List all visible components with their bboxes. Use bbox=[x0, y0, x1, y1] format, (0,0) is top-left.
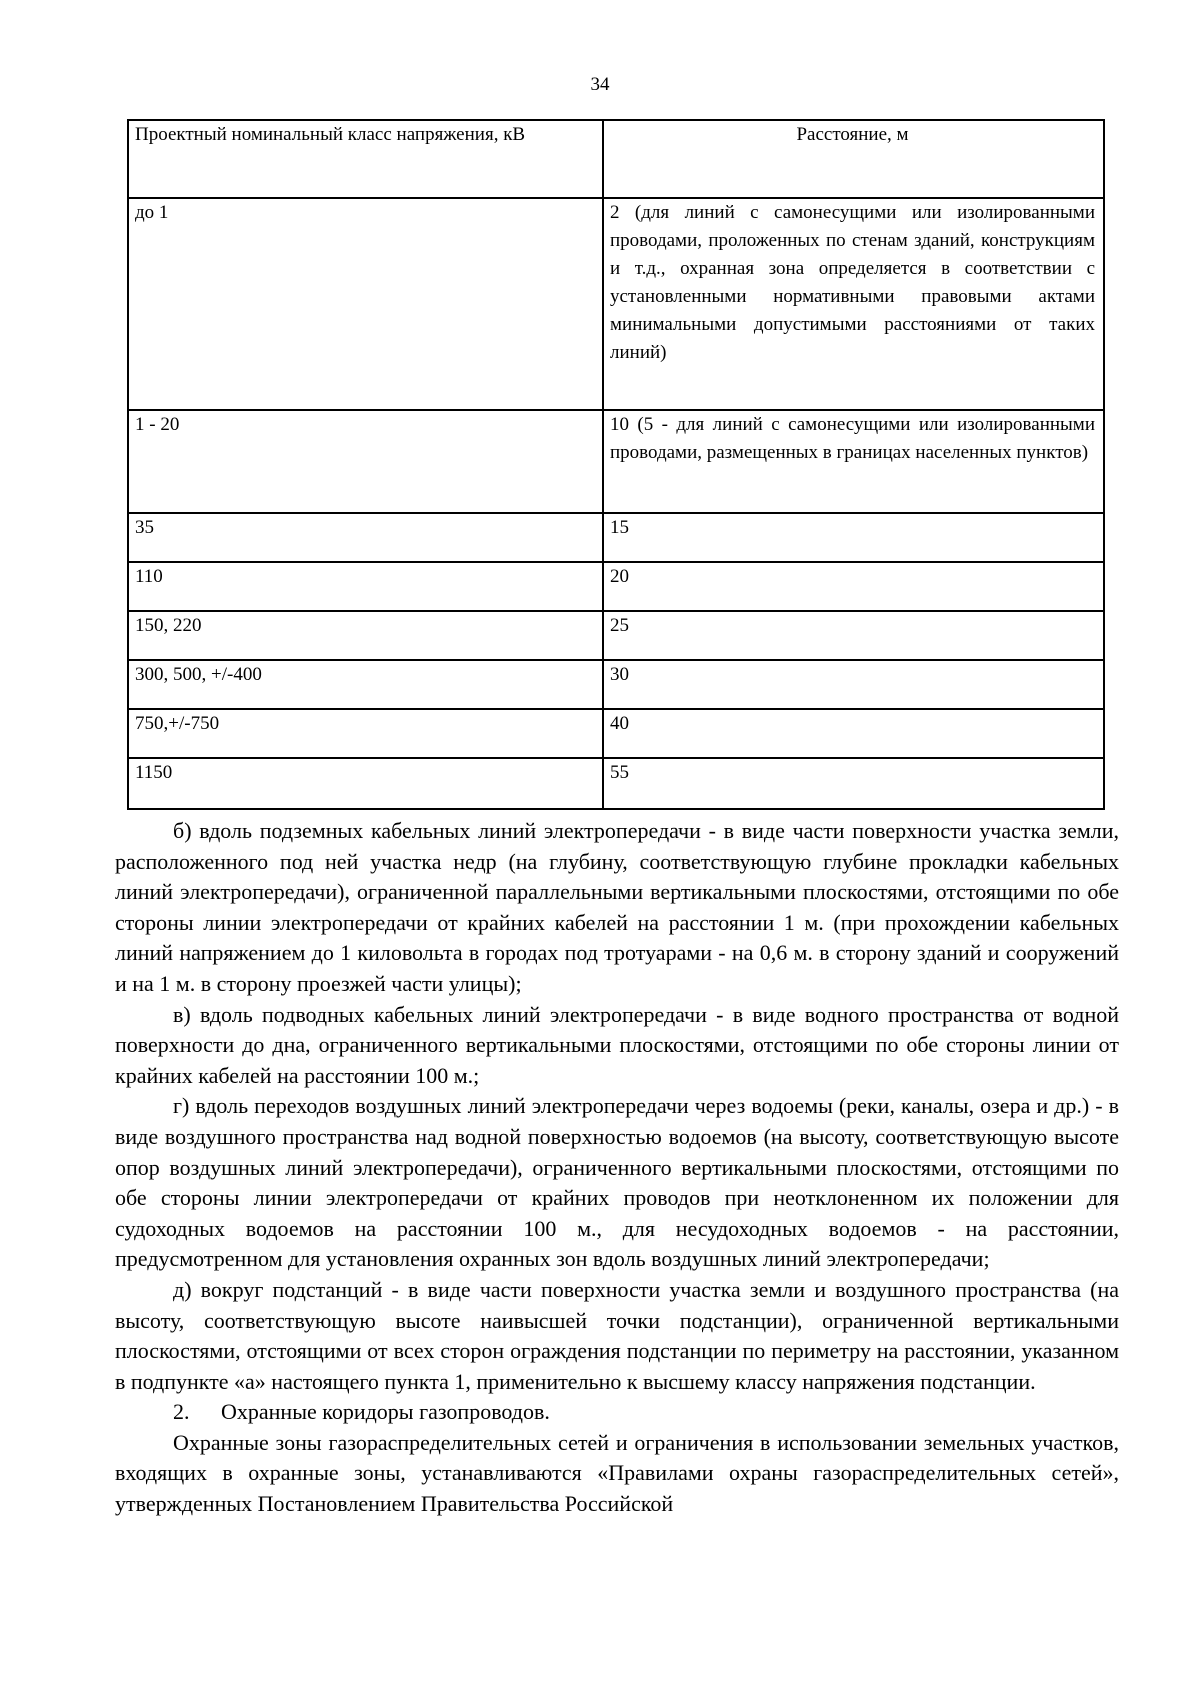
voltage-cell: 1 - 20 bbox=[128, 410, 603, 513]
distance-cell: 15 bbox=[603, 513, 1104, 562]
voltage-cell: 150, 220 bbox=[128, 611, 603, 660]
distance-cell: 40 bbox=[603, 709, 1104, 758]
page-number: 34 bbox=[590, 74, 610, 95]
table-row bbox=[128, 513, 1104, 562]
voltage-cell: до 1 bbox=[128, 198, 603, 410]
body-text bbox=[115, 816, 1119, 1520]
table-row bbox=[128, 410, 1104, 513]
section-number: 2. bbox=[173, 1399, 190, 1425]
table-row bbox=[128, 660, 1104, 709]
voltage-cell: 300, 500, +/-400 bbox=[128, 660, 603, 709]
section-title: Охранные коридоры газопроводов. bbox=[221, 1399, 550, 1425]
voltage-distance-table bbox=[127, 119, 1105, 810]
distance-cell: 25 bbox=[603, 611, 1104, 660]
table-row bbox=[128, 758, 1104, 809]
distance-cell: 30 bbox=[603, 660, 1104, 709]
paragraph-g-overhead-crossings: г) вдоль переходов воздушных линий электропередачи через водоемы (реки, каналы, озера и др.) - в виде воздушного пространства над водной поверхностью водоемов (на высоту, соответствующую высоте опор воздушных линий электропередачи), ограниченного вертикальными плоскостями, отстоящими по обе стороны линии электропередачи от крайних проводов при неотклоненном их положении для судоходных водоемов на расстоянии 100 м., для несудоходных водоемов - на расстоянии, предусмотренном для установления охранных зон вдоль воздушных линий электропередачи; bbox=[115, 1093, 1119, 1272]
header-voltage-class: Проектный номинальный класс напряжения, кВ bbox=[128, 120, 603, 198]
table-row bbox=[128, 198, 1104, 410]
paragraph-b-underground-cables: б) вдоль подземных кабельных линий электропередачи - в виде части поверхности участка земли, расположенного под ней участка недр (на глубину, соответствующую глубине прокладки кабельных линий электропередачи), ограниченной параллельными вертикальными плоскостями, отстоящими по обе стороны линии электропередачи от крайних кабелей на расстоянии 1 м. (при прохождении кабельных линий напряжением до 1 киловольта в городах под тротуарами - на 0,6 м. в сторону зданий и сооружений и на 1 м. в сторону проезжей части улицы); bbox=[115, 818, 1119, 996]
distance-cell: 2 (для линий с самонесущими или изолированными проводами, проложенных по стенам зданий, конструкциям и т.д., охранная зона определяется в соответствии с установленными нормативными правовыми актами минимальными допустимыми расстояниями от таких линий) bbox=[603, 198, 1104, 410]
table-header-row bbox=[128, 120, 1104, 198]
section-heading-gas bbox=[115, 1397, 1119, 1428]
voltage-cell: 750,+/-750 bbox=[128, 709, 603, 758]
header-distance: Расстояние, м bbox=[603, 120, 1104, 198]
paragraph-d-substations: д) вокруг подстанций - в виде части поверхности участка земли и воздушного пространства (на высоту, соответствующую высоте наивысшей точки подстанции), ограниченной вертикальными плоскостями, отстоящими от всех сторон ограждения подстанции по периметру на расстоянии, указанном в подпункте «а» настоящего пункта 1, применительно к высшему классу напряжения подстанции. bbox=[115, 1276, 1119, 1394]
table-row bbox=[128, 611, 1104, 660]
table-row bbox=[128, 709, 1104, 758]
voltage-cell: 110 bbox=[128, 562, 603, 611]
voltage-cell: 1150 bbox=[128, 758, 603, 809]
paragraph-gas-protection-zones: Охранные зоны газораспределительных сетей и ограничения в использовании земельных участков, входящих в охранные зоны, устанавливаются «Правилами охраны газораспределительных сетей», утвержденных Постановлением Правительства Российской bbox=[115, 1429, 1119, 1517]
voltage-cell: 35 bbox=[128, 513, 603, 562]
distance-cell: 10 (5 - для линий с самонесущими или изолированными проводами, размещенных в границах населенных пунктов) bbox=[603, 410, 1104, 513]
table-row bbox=[128, 562, 1104, 611]
distance-cell: 20 bbox=[603, 562, 1104, 611]
distance-cell: 55 bbox=[603, 758, 1104, 809]
paragraph-v-underwater-cables: в) вдоль подводных кабельных линий электропередачи - в виде водного пространства от водной поверхности до дна, ограниченного вертикальными плоскостями, отстоящими по обе стороны линии от крайних кабелей на расстоянии 100 м.; bbox=[115, 1001, 1119, 1088]
